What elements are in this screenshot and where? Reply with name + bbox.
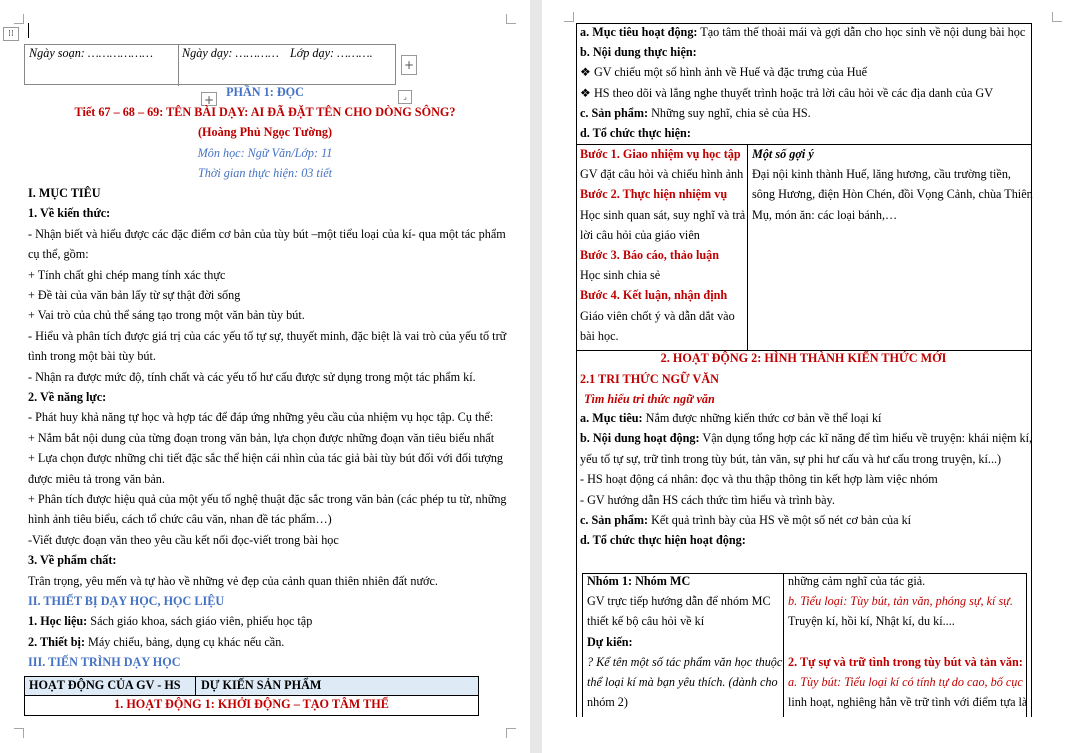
header-fields-box [24,44,396,85]
activity2-line-text: Nắm được những kiến thức cơ bản về thể loại kí [642,411,882,425]
crop-mark [1052,12,1062,22]
add-column-button[interactable]: + [401,55,417,75]
activity2-line-text: - GV hướng dẫn HS cách thức tìm hiểu và trình bày. [580,492,835,507]
class-field[interactable]: Lớp dạy: ………. [290,46,373,60]
activity2-line [580,472,938,487]
body-line: + Lựa chọn được những chi tiết đặc sắc thể hiện cái nhìn của tác giả bài tùy bút đối với đối tượng [28,451,504,466]
lesson-subject: Môn học: Ngữ Văn/Lớp: 11 [197,146,333,160]
add-row-button[interactable]: + [201,92,217,106]
body-line: + Nắm bắt nội dung của từng đoạn trong văn bản, lựa chọn được những đoạn văn tiêu biểu nhất [28,430,495,445]
expected-line: a. Tùy bút: Tiểu loại kí có tính tự do cao, bố cục [788,675,1023,689]
section-heading: 2. Về năng lực: [28,390,107,404]
section-heading: III. TIẾN TRÌNH DẠY HỌC [28,655,181,670]
activity2-line [580,411,881,426]
activity2-line-label: d. Tổ chức thực hiện hoạt động: [580,533,746,548]
table-col-product: DỰ KIẾN SẢN PHẨM [201,678,322,692]
table-row [24,695,479,716]
step-text: Học sinh chia sẻ [580,268,661,283]
step-text: lời câu hỏi của giáo viên [580,227,700,242]
activity1-line-label: d. Tổ chức thực hiện: [580,126,691,140]
activity1-line [580,86,993,101]
activity2-line-label: b. Nội dung hoạt động: [580,431,700,446]
crop-mark [506,14,516,24]
body-line: + Vai trò của chủ thể sáng tạo trong một văn bản tùy bút. [28,308,305,323]
activity2-line-text: Kết quả trình bày của HS về một số nét cơ bản của kí [648,513,912,527]
activity2-line-label: c. Sản phẩm: [580,513,649,527]
expected-line: những cảm nghĩ của tác giả. [788,574,926,588]
activity1-line [580,126,691,141]
crop-mark [14,14,24,24]
activity2-line-text: yếu tố tự sự, trữ tình trong tùy bút, tản văn, sự phi hư cấu và hư cấu trong truyện, kí...) [580,451,1002,466]
body-line: tình trong một bài tùy bút. [28,349,156,364]
table-move-handle-icon[interactable]: ⁞⁞ [3,27,19,41]
part-title: PHẦN 1: ĐỌC [226,85,304,99]
group1-line: Nhóm 1: Nhóm MC [587,574,691,588]
body-line: cụ thể, gồm: [28,247,89,262]
activity1-line-text: ❖ GV chiếu một số hình ảnh về Huế và đặc trưng của Huế [580,65,868,80]
body-line: Trân trọng, yêu mến và tự hào về những vẻ đẹp của cảnh quan thiên nhiên đất nước. [28,573,438,588]
expected-line: 2. Tự sự và trữ tình trong tùy bút và tản văn: [788,654,1023,669]
activity1-line-text: Những suy nghĩ, chia sẻ của HS. [648,105,811,120]
step-text: Học sinh quan sát, suy nghĩ và trả [580,207,746,222]
group1-line: ? Kể tên một số tác phẩm văn học thuộc [587,654,783,669]
body-line: + Phân tích được hiệu quả của một yếu tố nghệ thuật đặc sắc trong văn bản (các phép tu từ, những [28,492,507,506]
date-taught-field[interactable]: Ngày dạy: ………… [182,46,279,60]
step-heading: Bước 3. Báo cáo, thảo luận [580,248,719,262]
body-line: -Viết được đoạn văn theo yêu cầu kết nối đọc-viết trong bài học [28,532,339,547]
activity2-line-text: - HS hoạt động cá nhân: đọc và thu thập thông tin kết hợp làm việc nhóm [580,472,938,487]
activity2-line [580,452,1001,467]
crop-mark [506,728,516,738]
group1-line: Dự kiến: [587,634,633,649]
step-text: bài học. [580,328,619,343]
activity1-line [580,65,867,80]
activity1-title: 1. HOẠT ĐỘNG 1: KHỞI ĐỘNG – TẠO TÂM THẾ [114,697,389,711]
activity1-line-label: a. Mục tiêu hoạt động: [580,25,698,39]
activity1-line-label: c. Sản phẩm: [580,105,649,120]
lesson-author: (Hoàng Phủ Ngọc Tường) [197,125,333,139]
activity2-line [580,533,746,548]
activity2-line [580,513,911,528]
body-line: - Phát huy khả năng tự học và hợp tác để đáp ứng những yêu cầu của nhiệm vụ học tập. Cụ thể: [28,410,494,425]
section-heading: 1. Về kiến thức: [28,206,111,221]
suggestion-text: sông Hương, điện Hòn Chén, đồi Vọng Cảnh, chùa Thiên [752,187,1033,202]
activity1-line [580,25,1025,40]
document-page-1 [0,0,530,753]
section-2-1-subtitle: Tìm hiểu tri thức ngữ văn [584,392,715,406]
section-heading: I. MỤC TIÊU [28,186,101,200]
group1-line: GV trực tiếp hướng dẫn để nhóm MC [587,594,771,609]
group1-line: thiết kế bộ câu hỏi về kí [587,614,705,629]
body-line-text: Sách giáo khoa, sách giáo viên, phiếu học tập [87,614,313,629]
step-heading: Bước 2. Thực hiện nhiệm vụ [580,187,728,202]
body-line: + Đề tài của văn bản lấy từ sự thật đời sống [28,288,241,302]
body-line: - Nhận biết và hiểu được các đặc điểm cơ bản của tùy bút –một tiểu loại của kí- qua một tác phẩm [28,226,506,241]
crop-mark [14,728,24,738]
table-col-activity: HOẠT ĐỘNG CỦA GV - HS [29,678,181,692]
group1-line: nhóm 2) [587,695,628,710]
body-line-text: Máy chiếu, bảng, dụng cụ khác nếu cần. [85,634,285,649]
expected-line: linh hoạt, nghiêng hẳn về trữ tình với điểm tựa là [788,695,1028,710]
body-line [28,614,312,629]
activity2-line-label: a. Mục tiêu: [580,411,643,425]
crop-mark [564,12,574,22]
suggestion-text: Mụ, món ăn: các loại bánh,… [752,207,898,222]
activity1-line-label: b. Nội dung thực hiện: [580,45,697,60]
body-line-label: 2. Thiết bị: [28,634,85,649]
activity2-line [580,493,835,508]
body-line: + Tính chất ghi chép mang tính xác thực [28,267,226,282]
suggestion-heading: Một số gợi ý [752,147,814,161]
date-prepared-field[interactable]: Ngày soạn: ……………… [29,46,153,60]
body-line-label: 1. Học liệu: [28,614,88,629]
activity1-line-text: ❖ HS theo dõi và lắng nghe thuyết trình hoặc trả lời câu hỏi về các địa danh của GV [580,85,994,100]
table-resize-handle-icon[interactable]: ⌟ [398,90,412,104]
lesson-duration: Thời gian thực hiện: 03 tiết [198,166,332,180]
body-line: được miêu tả trong văn bản. [28,471,165,486]
activity1-line-text: Tạo tâm thế thoải mái và gợi dẫn cho học sinh về nội dung bài học [697,25,1026,39]
group1-line: thể loại kí mà bạn yêu thích. (dành cho [587,675,778,689]
expected-line: b. Tiểu loại: Tùy bút, tản văn, phóng sự, kí sự. [788,594,1013,609]
document-page-2 [542,0,1084,753]
step-text: Giáo viên chốt ý và dẫn dắt vào [580,308,735,323]
table-header-row [24,676,479,696]
activity1-line [580,106,811,121]
section-heading: 3. Về phẩm chất: [28,553,117,568]
activity2-line [580,431,1032,446]
step-heading: Bước 1. Giao nhiệm vụ học tập [580,147,741,161]
activity2-line-text: Vận dụng tổng hợp các kĩ năng để tìm hiểu về truyện: khái niệm kí, [699,431,1033,446]
step-heading: Bước 4. Kết luận, nhận định [580,288,728,303]
body-line [28,635,284,650]
section-heading: II. THIẾT BỊ DẠY HỌC, HỌC LIỆU [28,594,225,608]
activity1-line [580,45,697,60]
body-line: hình ảnh tiêu biểu, cách tổ chức câu văn, nhan đề tác phẩm…) [28,512,332,527]
expected-line: Truyện kí, hồi kí, Nhật kí, du kí.... [788,614,955,629]
section-2-1-title: 2.1 TRI THỨC NGỮ VĂN [580,372,719,386]
text-cursor [28,23,29,38]
body-line: - Hiểu và phân tích được giá trị của các yếu tố tự sự, thuyết minh, đặc biệt là vai trò của yếu tố trữ [28,328,507,343]
suggestion-text: Đại nội kinh thành Huế, lăng hương, cầu trường tiền, [752,167,1011,182]
lesson-title: Tiết 67 – 68 – 69: TÊN BÀI DẠY: AI ĐÃ ĐẶT TÊN CHO DÒNG SÔNG? [74,105,456,119]
activity2-title: 2. HOẠT ĐỘNG 2: HÌNH THÀNH KIẾN THỨC MỚI [660,351,947,365]
step-text: GV đặt câu hỏi và chiếu hình ảnh [580,167,744,182]
body-line: - Nhận ra được mức độ, tính chất và các yếu tố hư cấu được sử dụng trong một tác phẩm kí. [28,369,476,384]
